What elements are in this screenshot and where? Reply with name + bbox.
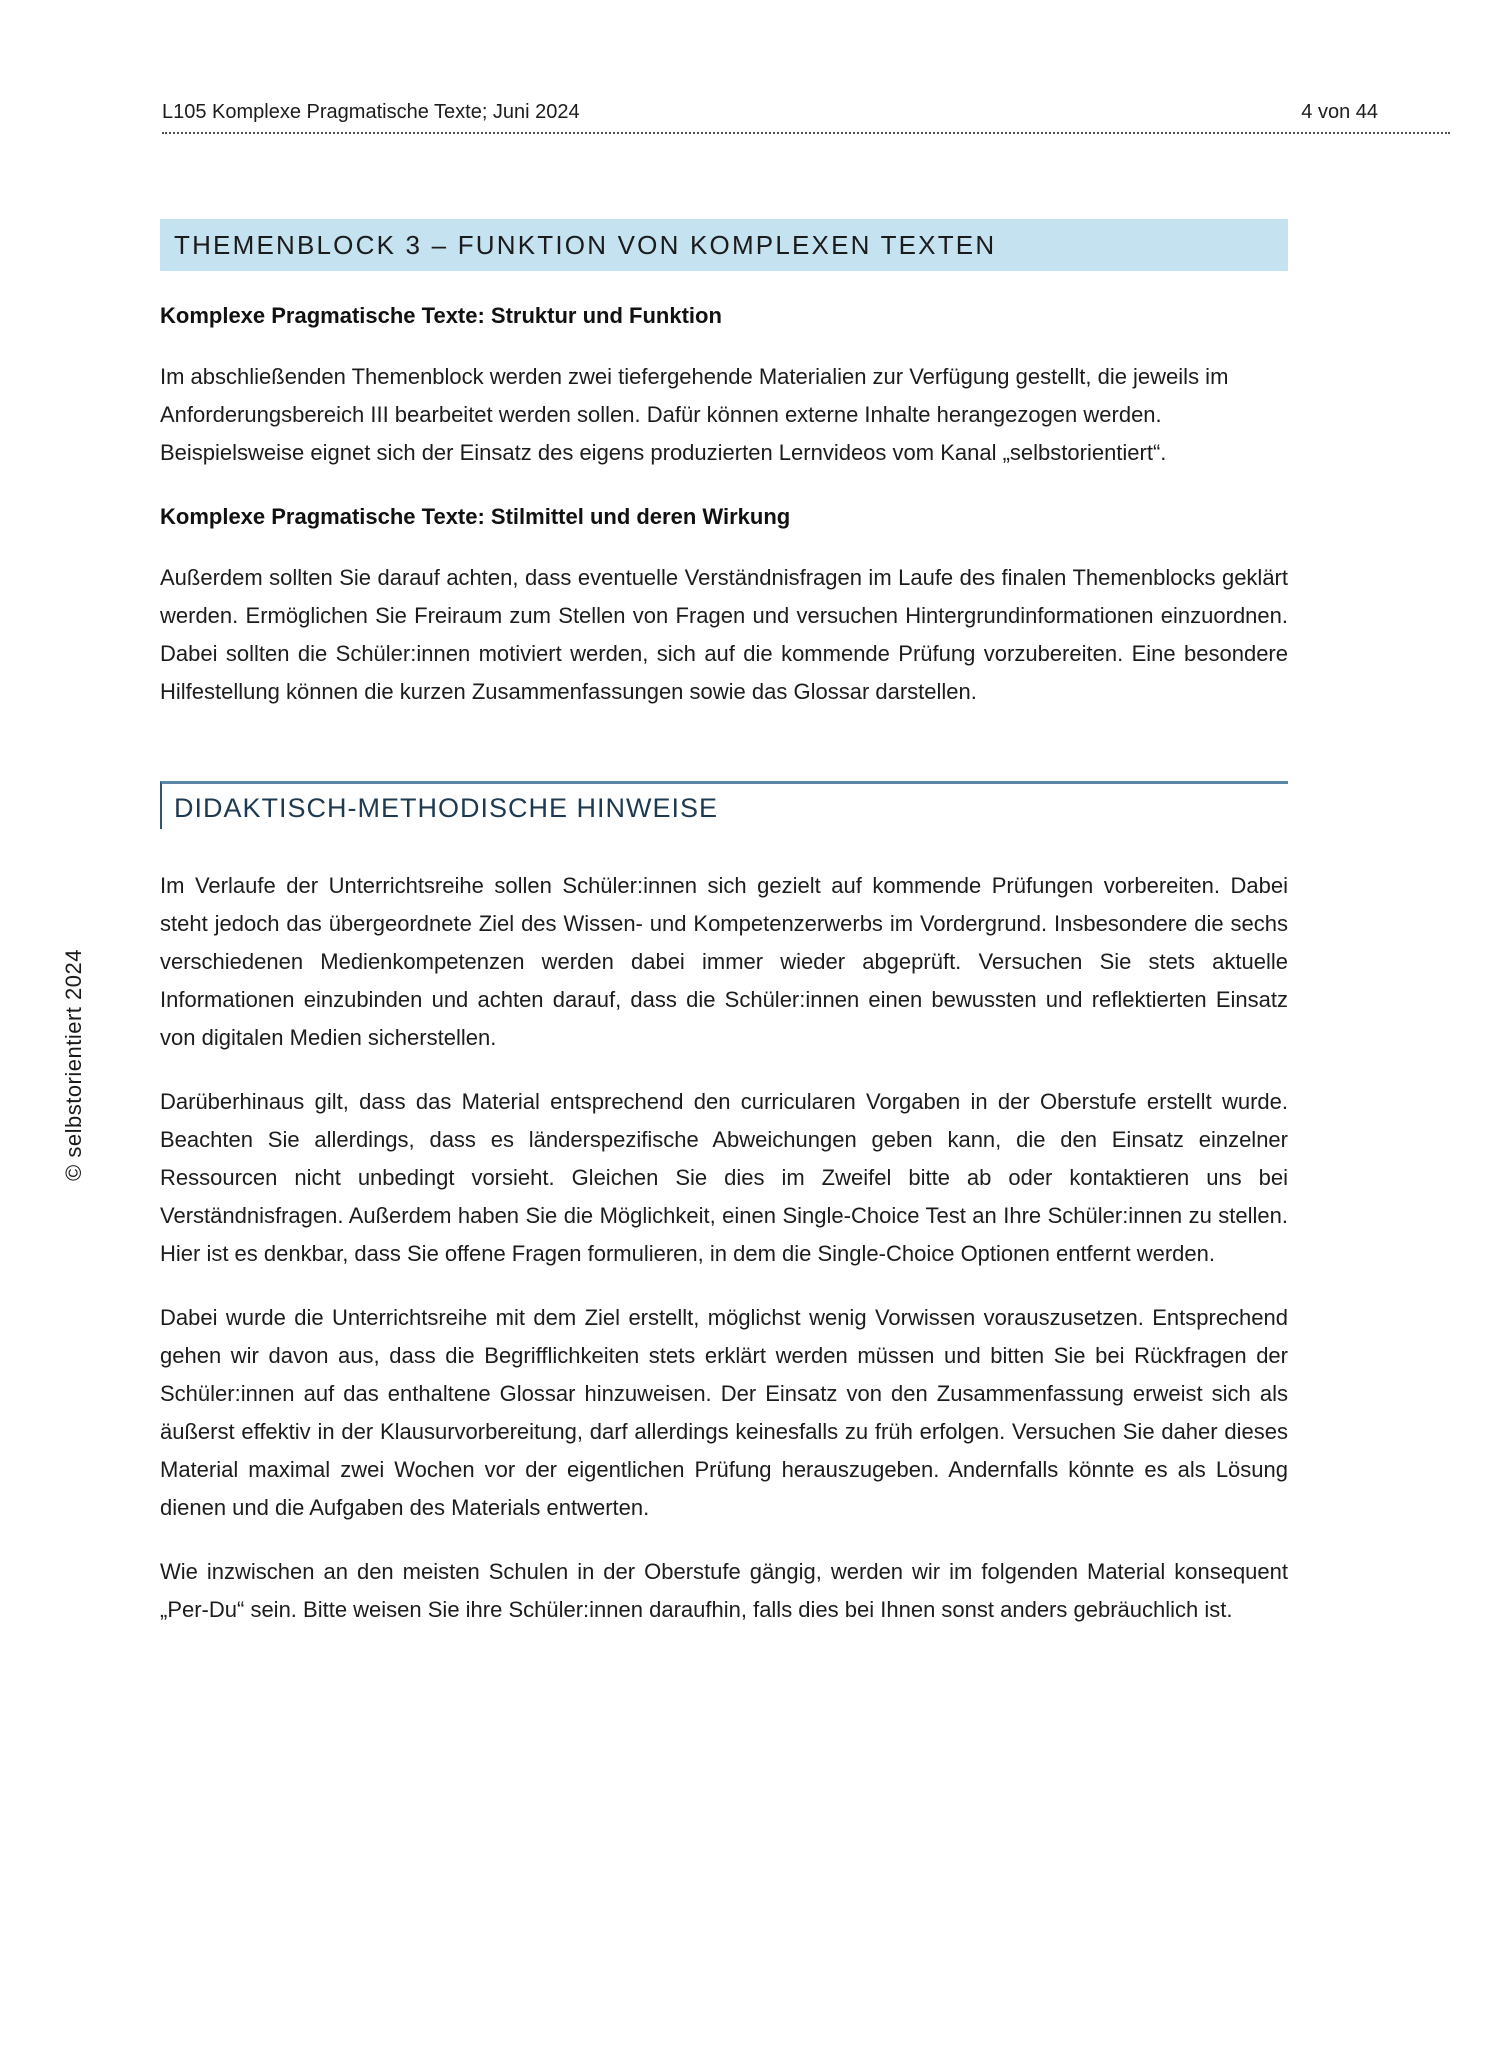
subheading-stilmittel-und-wirkung: Komplexe Pragmatische Texte: Stilmittel und deren Wirkung (160, 504, 791, 529)
didaktisch-paragraph-4: Wie inzwischen an den meisten Schulen in der Oberstufe gängig, werden wir im folgenden Material konsequent „Per-Du“ sein. Bitte weisen Sie ihre Schüler:innen daraufhin, falls dies bei Ihnen sonst anders gebräuchlich ist. (160, 1559, 1288, 1622)
copyright-vertical-note: © selbstorientiert 2024 (61, 949, 86, 1181)
didaktisch-methodische-hinweise-heading: DIDAKTISCH-METHODISCHE HINWEISE (160, 781, 1288, 829)
content-column (160, 219, 1288, 1655)
page-header (162, 100, 1450, 134)
subheading-struktur-und-funktion: Komplexe Pragmatische Texte: Struktur und Funktion (160, 303, 722, 328)
themenblock-heading: THEMENBLOCK 3 – FUNKTION VON KOMPLEXEN TEXTEN (160, 219, 1288, 271)
didaktisch-paragraph-3: Dabei wurde die Unterrichtsreihe mit dem Ziel erstellt, möglichst wenig Vorwissen vorauszusetzen. Entsprechend gehen wir davon aus, dass die Begrifflichkeiten stets erklärt werden müssen und bitten Sie bei Rückfragen der Schüler:innen auf das enthaltene Glossar hinzuweisen. Der Einsatz von den Zusammenfassung erweist sich als äußerst effektiv in der Klausurvorbereitung, darf allerdings keinesfalls zu früh erfolgen. Versuchen Sie daher dieses Material maximal zwei Wochen vor der eigentlichen Prüfung herauszugeben. Andernfalls könnte es als Lösung dienen und die Aufgaben des Materials entwerten. (160, 1305, 1288, 1520)
didaktisch-paragraph-2: Darüberhinaus gilt, dass das Material entsprechend den curricularen Vorgaben in der Oberstufe erstellt wurde. Beachten Sie allerdings, dass es länderspezifische Abweichungen geben kann, die den Einsatz einzelner Ressourcen nicht unbedingt vorsieht. Gleichen Sie dies im Zweifel bitte ab oder kontaktieren uns bei Verständnisfragen. Außerdem haben Sie die Möglichkeit, einen Single-Choice Test an Ihre Schüler:innen zu stellen. Hier ist es denkbar, dass Sie offene Fragen formulieren, in dem die Single-Choice Optionen entfernt werden. (160, 1089, 1288, 1266)
didaktisch-paragraph-1: Im Verlaufe der Unterrichtsreihe sollen Schüler:innen sich gezielt auf kommende Prüfungen vorbereiten. Dabei steht jedoch das übergeordnete Ziel des Wissen- und Kompetenzerwerbs im Vordergrund. Insbesondere die sechs verschiedenen Medienkompetenzen werden dabei immer wieder abgeprüft. Versuchen Sie stets aktuelle Informationen einzubinden und achten darauf, dass die Schüler:innen einen bewussten und reflektierten Einsatz von digitalen Medien sicherstellen. (160, 873, 1288, 1050)
header-page-number: 4 von 44 (1301, 101, 1378, 123)
header-document-title: L105 Komplexe Pragmatische Texte; Juni 2024 (162, 101, 580, 123)
paragraph-stilmittel: Außerdem sollten Sie darauf achten, dass eventuelle Verständnisfragen im Laufe des finalen Themenblocks geklärt werden. Ermöglichen Sie Freiraum zum Stellen von Fragen und versuchen Hintergrundinformationen einzuordnen. Dabei sollten die Schüler:innen motiviert werden, sich auf die kommende Prüfung vorzubereiten. Eine besondere Hilfestellung können die kurzen Zusammenfassungen sowie das Glossar darstellen. (160, 565, 1288, 704)
paragraph-struktur: Im abschließenden Themenblock werden zwei tiefergehende Materialien zur Verfügung gestellt, die jeweils im Anforderungsbereich III bearbeitet werden sollen. Dafür können externe Inhalte herangezogen werden. Beispielsweise eignet sich der Einsatz des eigens produzierten Lernvideos vom Kanal „selbstorientiert“. (160, 364, 1229, 465)
